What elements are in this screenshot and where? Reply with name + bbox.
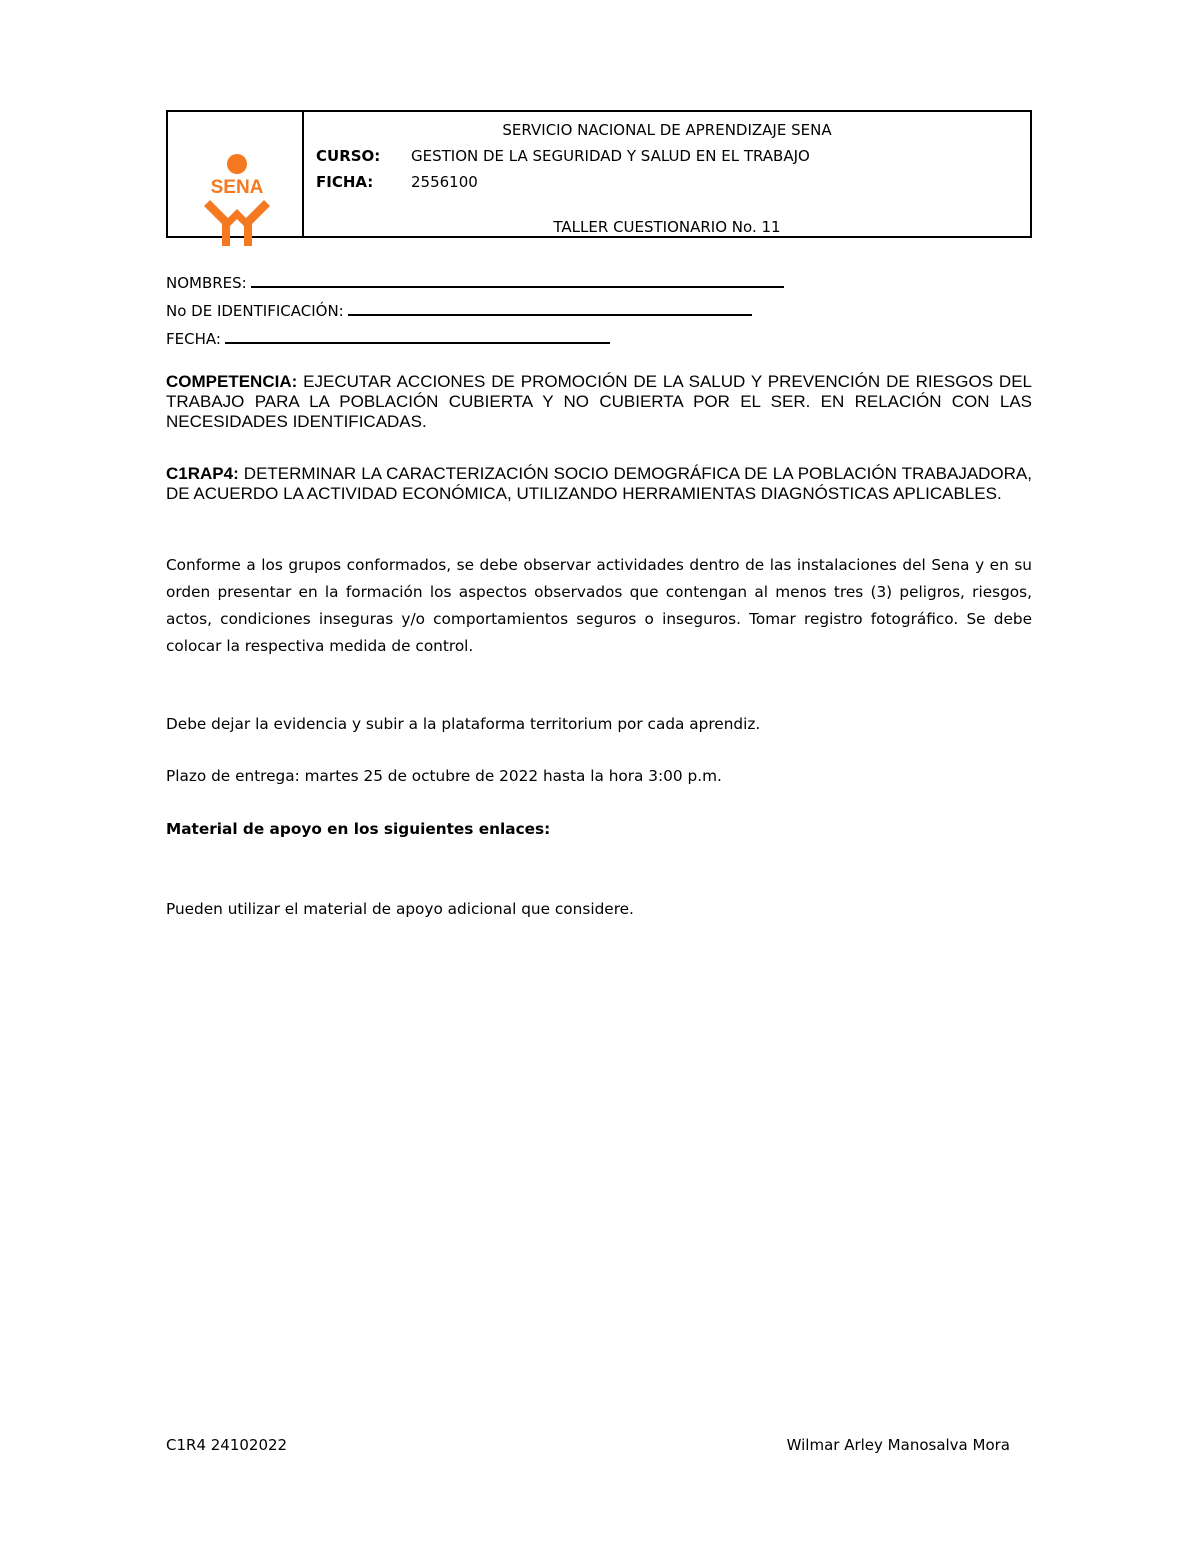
logo-text: SENA	[210, 177, 264, 198]
footer-code: C1R4 24102022	[166, 1436, 288, 1454]
curso-label: CURSO:	[316, 147, 381, 165]
material-heading: Material de apoyo en los siguientes enlaces:	[166, 820, 551, 838]
curso-value: GESTION DE LA SEGURIDAD Y SALUD EN EL TRABAJO	[411, 147, 810, 165]
nombres-label: NOMBRES:	[166, 274, 247, 292]
competencia-label: COMPETENCIA:	[166, 372, 298, 391]
identificacion-field	[166, 296, 784, 324]
header-table	[166, 110, 1032, 238]
additional-text: Pueden utilizar el material de apoyo adicional que considere.	[166, 900, 634, 918]
rap-paragraph	[166, 464, 1032, 504]
deadline-text: Plazo de entrega: martes 25 de octubre de 2022 hasta la hora 3:00 p.m.	[166, 767, 722, 785]
fecha-label: FECHA:	[166, 330, 221, 348]
taller-title: TALLER CUESTIONARIO No. 11	[553, 218, 781, 236]
nombres-field	[166, 268, 784, 296]
ficha-value: 2556100	[411, 173, 478, 191]
competencia-paragraph	[166, 372, 1032, 432]
footer-author: Wilmar Arley Manosalva Mora	[786, 1436, 1010, 1454]
fecha-input-line[interactable]	[225, 324, 610, 344]
institution-name: SERVICIO NACIONAL DE APRENDIZAJE SENA	[502, 121, 832, 139]
competencia-text: EJECUTAR ACCIONES DE PROMOCIÓN DE LA SALUD Y PREVENCIÓN DE RIESGOS DEL TRABAJO PARA LA POBLACIÓN CUBIERTA Y NO CUBIERTA POR EL SER. EN RELACIÓN CON LAS NECESIDADES IDENTIFICADAS.	[166, 372, 1032, 431]
identificacion-input-line[interactable]	[348, 296, 752, 316]
curso-row	[316, 147, 810, 165]
instructions-paragraph: Conforme a los grupos conformados, se debe observar actividades dentro de las instalaciones del Sena y en su orden presentar en la formación los aspectos observados que contengan al menos tres (3) peligros, riesgos, actos, condiciones inseguras y/o comportamientos seguros o inseguros. Tomar registro fotográfico. Se debe colocar la respectiva medida de control.	[166, 556, 1032, 655]
logo-cell	[168, 112, 304, 236]
ficha-row	[316, 173, 478, 191]
evidence-text: Debe dejar la evidencia y subir a la plataforma territorium por cada aprendiz.	[166, 715, 761, 733]
rap-label: C1RAP4:	[166, 464, 239, 483]
nombres-input-line[interactable]	[251, 268, 784, 288]
identificacion-label: No DE IDENTIFICACIÓN:	[166, 302, 344, 320]
fecha-field	[166, 324, 784, 352]
rap-text: DETERMINAR LA CARACTERIZACIÓN SOCIO DEMOGRÁFICA DE LA POBLACIÓN TRABAJADORA, DE ACUERDO LA ACTIVIDAD ECONÓMICA, UTILIZANDO HERRAMIENTAS DIAGNÓSTICAS APLICABLES.	[166, 464, 1032, 503]
sena-logo	[192, 152, 282, 250]
ficha-label: FICHA:	[316, 173, 374, 191]
student-fields	[166, 268, 784, 352]
header-info	[304, 112, 1030, 236]
